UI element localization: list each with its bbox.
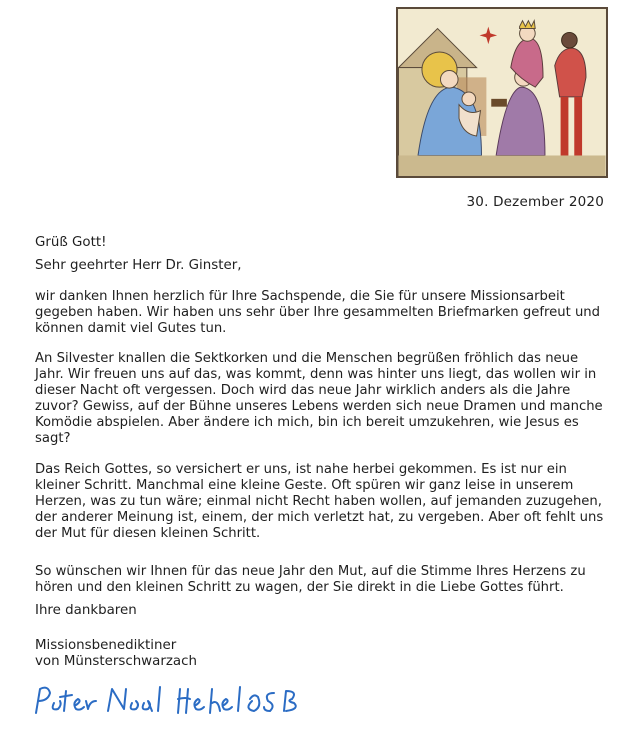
greeting: Grüß Gott! — [35, 235, 107, 250]
salutation: Sehr geehrter Herr Dr. Ginster, — [35, 258, 242, 273]
paragraph: So wünschen wir Ihnen für das neue Jahr den Mut, auf die Stimme Ihres Herzens zu hören und den kleinen Schritt zu wagen, der Sie direkt in die Liebe Gottes führt. — [35, 564, 586, 595]
paragraph: An Silvester knallen die Sektkorken und die Menschen begrüßen fröhlich das neue Jahr. Wir freuen uns auf das, was kommt, denn was hinter uns liegt, das wollen wir in dieser Nacht oft vergessen. Doch wird das neue Jahr wirklich anders als die Jahre zuvor? Gewiss, auf der Bühne unseres Lebens werden sich neue Dramen und manche Komödie abspielen. Aber ändere ich mich, bin ich bereit umzukehren, wie Jesus es sagt? — [35, 351, 603, 446]
sender-line: Missionsbenediktiner — [35, 638, 177, 653]
nativity-illustration — [396, 7, 608, 178]
paragraph: wir danken Ihnen herzlich für Ihre Sachspende, die Sie für unsere Missionsarbeit gegeben haben. Wir haben uns sehr über Ihre gesammelten Briefmarken gefreut und können damit viel Gutes tun. — [35, 289, 601, 336]
sender-line: von Münsterschwarzach — [35, 654, 197, 669]
closing: Ihre dankbaren — [35, 603, 137, 618]
handwritten-signature — [28, 679, 303, 723]
letter-date: 30. Dezember 2020 — [466, 194, 604, 210]
paragraph: Das Reich Gottes, so versichert er uns, ist nahe herbei gekommen. Es ist nur ein kleiner Schritt. Manchmal eine kleine Geste. Oft spüren wir ganz leise in unserem Herzen, was zu tun wäre; einmal nicht Recht haben wollen, auf jemanden zuzugehen, der anderer Meinung ist, einem, der mich verletzt hat, zu vergeben. Aber oft fehlt uns der Mut für diesen kleinen Schritt. — [35, 462, 604, 541]
